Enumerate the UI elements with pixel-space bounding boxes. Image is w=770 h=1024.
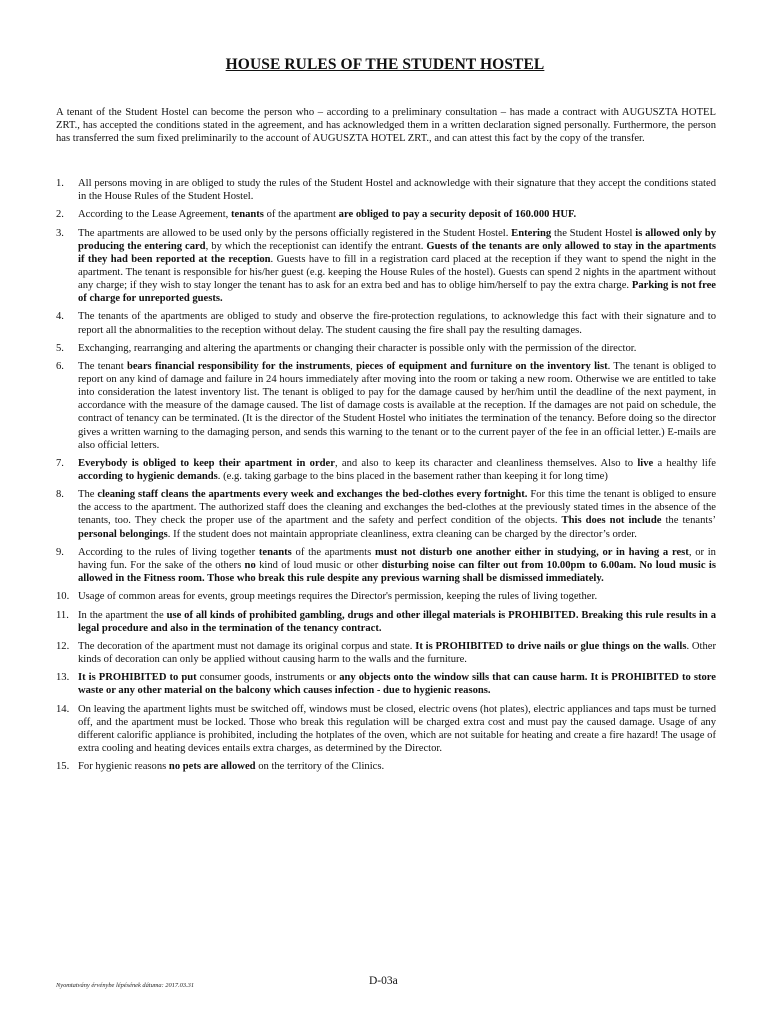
rule-item (56, 609, 716, 635)
rule-item (56, 488, 716, 540)
rule-item (56, 177, 716, 203)
rule-text-bold: disturbing noise can filter out from 10.00pm to 6.00am. No loud music is allowed in the Fitness room. Those who break this rule despite any previous warning shall be dismissed immediately. (78, 559, 716, 585)
rule-number: 13. (56, 672, 70, 684)
rule-text: , by which the receptionist can identify the entrant. (205, 240, 427, 252)
rule-text-bold: live (637, 457, 654, 469)
rule-text: . Other kinds of decoration can only be applied without causing harm to the walls and the furniture. (78, 640, 716, 666)
rule-item (56, 360, 716, 452)
rule-text-bold: must not disturb one another either in studying, or in having a rest (374, 546, 689, 558)
rule-text-bold: pieces of equipment and furniture on the inventory list (356, 361, 608, 373)
rule-text-bold: no (244, 559, 256, 571)
rule-text-bold: It is PROHIBITED to drive nails or glue things on the walls (415, 640, 687, 652)
rule-number: 14. (56, 703, 70, 715)
rule-text-bold: bears financial responsibility for the instruments (126, 361, 351, 373)
rule-text-bold: is allowed only by producing the entering card (78, 227, 716, 252)
rule-item (56, 671, 716, 697)
rule-item (56, 310, 716, 336)
rule-text: , and also to keep its character and cleanliness themselves. Also to (334, 457, 638, 469)
rule-number: 11. (56, 609, 69, 621)
rule-number: 7. (56, 457, 64, 469)
rule-number: 5. (56, 342, 64, 354)
rule-text-bold: no pets are allowed (168, 761, 256, 773)
rule-text: of the apartment (263, 209, 339, 221)
rule-number: 9. (56, 546, 64, 558)
rule-text: The (78, 489, 98, 501)
rule-text-bold: Parking is not free of charge for unreported guests. (78, 280, 716, 305)
rule-item (56, 457, 716, 483)
rule-text-bold: This does not include (561, 515, 662, 527)
rule-item (56, 760, 716, 773)
rule-text: On leaving the apartment lights must be switched off, windows must be closed, electric ovens (hot plates), electric appliances and taps must be turned off, and the apartment must be locked. Those who break this regulation will be charged extra cost and must pay the caused damage. Usage of any different calorific appliance is prohibited, including the hotplates of the oven, which are not suitable for heating and create a fire hazard! The usage of extra cooling and heating devices entails extra charges, as determined by the Director. (78, 703, 716, 754)
rule-text: The decoration of the apartment must not damage its original corpus and state. (78, 640, 416, 652)
rule-text-bold: cleaning staff cleans the apartments every week and exchanges the bed-clothes every fortnight. (97, 489, 528, 501)
rule-text-bold: use of all kinds of prohibited gambling, drugs and other illegal materials is PROHIBITED. Breaking this rule results in a legal procedure and also in the termination of the tenancy contract. (78, 609, 716, 634)
rule-text: According to the Lease Agreement, (78, 209, 231, 221)
rule-text-bold: tenants (258, 546, 292, 558)
rule-text-bold: Guests of the tenants are only allowed to stay in the apartments if they had been reported at the reception (78, 240, 717, 265)
rule-text: of the apartments (291, 546, 375, 558)
rule-number: 2. (56, 209, 64, 221)
rule-text: . The tenant is obliged to report on any kind of damage and failure in 24 hours immediately after moving into the room or taking a new room. Otherwise we are entitled to take into consideration the latest inventory list. The tenant is obliged to pay for the damage caused by her/him until the deadline of the next payment, in accordance with the measure of the damage caused. The list of damage costs is available at the reception. If the damages are not paid on schedule, the contract of tenancy can be terminated. (It is the director of the Student Hostel who initiates the termination of the tenancy. Before doing so the director gives a written warning to the damaging person, and sends this warning to the tenant or to the current payer of the fee in an official letter.) E-mails are also official letters. (78, 361, 716, 451)
footer-validity-date: Nyomtatvány érvénybe lépésének dátuma: 2017.03.31 (56, 982, 195, 989)
rule-text: Exchanging, rearranging and altering the apartments or changing their character is possible only with the permission of the director. (78, 342, 637, 354)
rule-item (56, 703, 716, 755)
rule-item (56, 342, 716, 355)
rule-text: . (e.g. taking garbage to the bins placed in the basement rather than keeping it for long time) (217, 471, 608, 482)
rule-text: Usage of common areas for events, group meetings requires the Director's permission, keeping the rules of living together. (78, 591, 598, 603)
rule-text: , (350, 361, 357, 373)
rules-list (56, 177, 716, 779)
rule-text: , or in having fun. For the sake of the others (78, 546, 716, 571)
rule-text: For this time the tenant is obliged to ensure the access to the apartment. The authorized staff does the cleaning and exchanges the bed-clothes at the previously stated times in the absence of the tenants, too. They check the proper use of the apartment and the safety and perfect condition of the objects. (78, 489, 717, 527)
rule-text: kind of loud music or other (255, 559, 382, 571)
rule-number: 6. (56, 361, 64, 373)
rule-text-bold: are obliged to pay a security deposit of 160.000 HUF. (338, 209, 577, 221)
intro-paragraph: A tenant of the Student Hostel can become the person who – according to a preliminary consultation – has made a contract with AUGUSZTA HOTEL ZRT., has accepted the conditions stated in the agreement, and has acknowledged them in a written declaration signed personally. Furthermore, the person has transferred the sum fixed preliminarily to the account of AUGUSZTA HOTEL ZRT., and can attest this fact by the copy of the transfer. (56, 107, 716, 145)
rule-item (56, 640, 716, 666)
rule-item (56, 546, 716, 585)
rule-text: The apartments are allowed to be used only by the persons officially registered in the Student Hostel. (78, 227, 512, 239)
rule-number: 4. (56, 311, 64, 323)
footer-document-code: D-03a (369, 975, 398, 987)
rule-text-bold: according to hygienic demands (78, 471, 218, 482)
rule-number: 3. (56, 227, 64, 239)
rule-number: 8. (56, 489, 64, 501)
rule-text: the tenants’ (661, 515, 716, 527)
rule-item (56, 590, 716, 603)
rule-text: The tenant (78, 361, 127, 373)
rule-text: a healthy life (653, 457, 716, 469)
rule-text: In the apartment the (78, 609, 167, 621)
page-title: HOUSE RULES OF THE STUDENT HOSTEL (225, 56, 545, 73)
rule-item (56, 227, 716, 306)
rule-text: For hygienic reasons (78, 761, 169, 773)
rule-text-bold: any objects onto the window sills that can cause harm. It is PROHIBITED to store waste or any other material on the balcony which causes infection - due to hygienic reasons. (78, 672, 716, 697)
rule-text-bold: personal belongings (78, 528, 168, 540)
rule-text-bold: tenants (230, 209, 264, 221)
rule-text: According to the rules of living together (78, 546, 259, 558)
rule-text: consumer goods, instruments or (196, 672, 340, 684)
rule-item (56, 208, 716, 221)
rule-text-bold: Everybody is obliged to keep their apartment in order (78, 457, 335, 469)
rule-number: 10. (56, 591, 70, 603)
rule-text: . If the student does not maintain appropriate cleanliness, extra cleaning can be charged by the director’s order. (167, 528, 637, 540)
rule-number: 1. (56, 178, 64, 189)
rule-number: 12. (56, 640, 70, 652)
rule-text: on the territory of the Clinics. (255, 761, 385, 773)
rule-number: 15. (56, 761, 70, 773)
rule-text: The tenants of the apartments are obliged to study and observe the fire-protection regulations, to acknowledge this fact with their signature and to report all the abnormalities to the reception without delay. The student causing the fire shall pay the resulting damages. (78, 311, 716, 336)
rule-text: All persons moving in are obliged to study the rules of the Student Hostel and acknowledge with their signature that they accept the conditions stated in the House Rules of the Student Hostel. (78, 178, 716, 203)
rule-text: . Guests have to fill in a registration card placed at the reception if they want to spend the night in the apartment. The tenant is responsible for his/her guest (e.g. keeping the House Rules of the hostel). Guests can spend 2 nights in the apartment without any charge; if they wish to stay longer the tenant has to ask for an extra bed and has to oblige him/herself to pay the extra charge. (78, 253, 716, 292)
rule-text: the Student Hostel (551, 227, 636, 239)
rule-text-bold: Entering (511, 227, 552, 239)
rule-text-bold: It is PROHIBITED to put (78, 672, 197, 684)
